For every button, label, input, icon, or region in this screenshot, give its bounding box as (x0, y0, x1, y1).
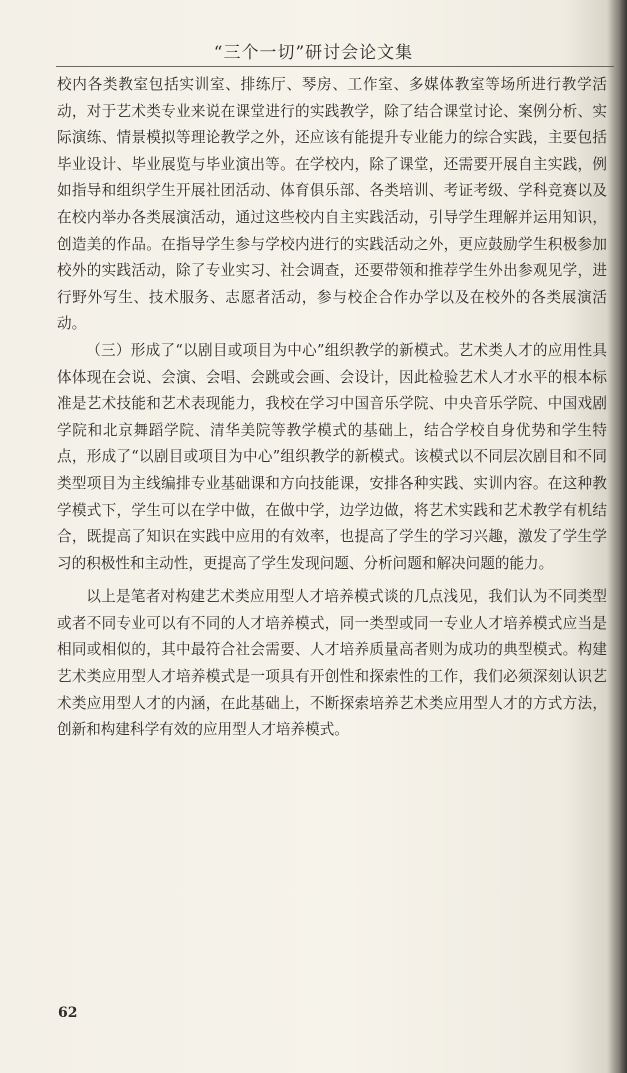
spine-shadow (607, 0, 627, 1073)
page-number: 62 (58, 1005, 78, 1021)
running-title: “三个一切”研讨会论文集 (213, 43, 414, 63)
paragraph-teaching-mode: （三）形成了“以剧目或项目为中心”组织教学的新模式。艺术类人才的应用性具体体现在会说、会演、会唱、会跳或会画、会设计，因此检验艺术人才水平的根本标准是艺术技能和艺术表现能力，我校在学习中国音乐学院、中央音乐学院、中国戏剧学院和北京舞蹈学院、清华美院等教学模式的基础上，结合学校自身优势和学生特点，形成了“以剧目或项目为中心”组织教学的新模式。该模式以不同层次剧目和不同类型项目为主线编排专业基础课和方向技能课，安排各种实践、实训内容。在这种教学模式下，学生可以在学中做，在做中学，边学边做，将艺术实践和艺术教学有机结合，既提高了知识在实践中应用的有效率，也提高了学生的学习兴趣，激发了学生学习的积极性和主动性，更提高了学生发现问题、分析问题和解决问题的能力。 (57, 341, 607, 572)
header-rule (56, 66, 614, 67)
paragraph-continued: 校内各类教室包括实训室、排练厅、琴房、工作室、多媒体教室等场所进行教学活动，对于艺术类专业来说在课堂进行的实践教学，除了结合课堂讨论、案例分析、实际演练、情景模拟等理论教学之外，还应该有能提升专业能力的综合实践，主要包括毕业设计、毕业展览与毕业演出等。在学校内，除了课堂，还需要开展自主实践，例如指导和组织学生开展社团活动、体育俱乐部、各类培训、考证考级、学科竞赛以及在校内举办各类展演活动，通过这些校内自主实践活动，引导学生理解并运用知识，创造美的作品。在指导学生参与学校内进行的实践活动之外，更应鼓励学生积极参加校外的实践活动，除了专业实习、社会调查，还要带领和推荐学生外出参观见学，进行野外写生、技术服务、志愿者活动，参与校企合作办学以及在校外的各类展演活动。 (57, 76, 607, 333)
paragraph-conclusion: 以上是笔者对构建艺术类应用型人才培养模式谈的几点浅见，我们认为不同类型或者不同专业可以有不同的人才培养模式，同一类型或同一专业人才培养模式应当是相同或相似的，其中最符合社会需要、人才培养质量高者则为成功的典型模式。构建艺术类应用型人才培养模式是一项具有开创性和探索性的工作，我们必须深刻认识艺术类应用型人才的内涵，在此基础上，不断探索培养艺术类应用型人才的方式方法，创新和构建科学有效的应用型人才培养模式。 (57, 588, 607, 739)
body-text (57, 72, 607, 744)
